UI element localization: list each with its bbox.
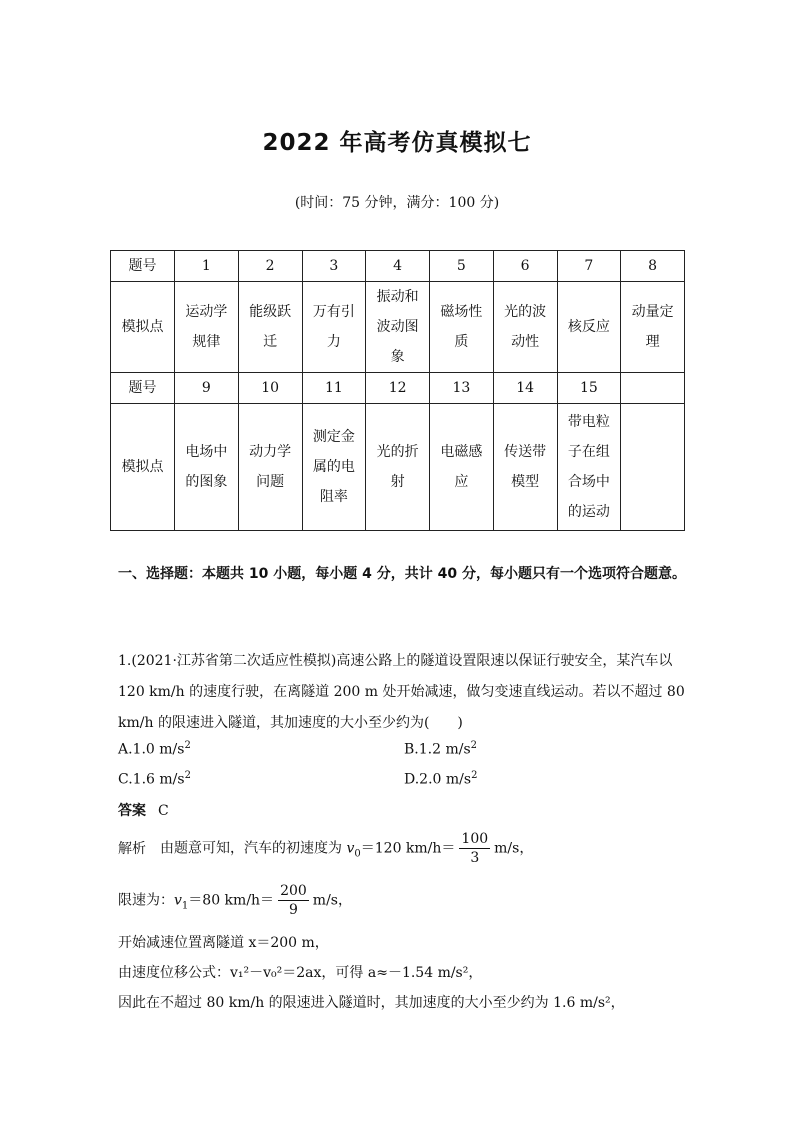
table-row xyxy=(111,251,685,282)
answer-label: 答案 xyxy=(118,803,146,819)
table-cell: 传送带模型 xyxy=(493,404,557,531)
table-cell: 5 xyxy=(430,251,494,282)
table-cell: 题号 xyxy=(111,251,175,282)
section-heading: 一、选择题：本题共 10 小题，每小题 4 分，共计 40 分，每小题只有一个选项符合题意。 xyxy=(118,566,686,582)
table-cell: 光的波动性 xyxy=(493,282,557,373)
answer-value: C xyxy=(158,803,169,819)
table-cell: 动力学问题 xyxy=(238,404,302,531)
table-cell: 磁场性质 xyxy=(430,282,494,373)
table-row xyxy=(111,404,685,531)
table-cell: 4 xyxy=(366,251,430,282)
option-a: A.1.0 $m/s^2$ xyxy=(118,740,191,758)
fraction: $\frac{100}{3}$ xyxy=(461,831,489,866)
table-cell: 运动学规律 xyxy=(175,282,239,373)
analysis-line-4: 由速度位移公式：v₁²－v₀²＝2ax，可得 a≈－1.54 m/s²， xyxy=(118,965,483,981)
table-cell: 光的折射 xyxy=(366,404,430,531)
table-cell: 模拟点 xyxy=(111,404,175,531)
fraction: $\frac{200}{9}$ xyxy=(280,883,307,918)
table-cell: 1 xyxy=(175,251,239,282)
analysis-label: 解析 xyxy=(118,840,146,857)
table-cell: 7 xyxy=(557,251,621,282)
page-title: 2022 年高考仿真模拟七 xyxy=(262,130,532,156)
table-cell: 15 xyxy=(557,373,621,404)
table-cell: 题号 xyxy=(111,373,175,404)
table-cell: 能级跃迁 xyxy=(238,282,302,373)
analysis-line-1: 解析 由题意可知，汽车的初速度为 $v_0=120$ km/h＝ $\frac{100}{3}$ m/s， xyxy=(118,831,534,866)
table-cell: 11 xyxy=(302,373,366,404)
table-cell xyxy=(621,373,685,404)
analysis-line-3: 开始减速位置离隧道 x＝200 m， xyxy=(118,935,329,951)
table-cell: 13 xyxy=(430,373,494,404)
table-row xyxy=(111,282,685,373)
option-d: D.2.0 $m/s^2$ xyxy=(404,770,478,788)
option-b: B.1.2 $m/s^2$ xyxy=(404,740,478,758)
table-cell: 12 xyxy=(366,373,430,404)
table-cell: 10 xyxy=(238,373,302,404)
table-row xyxy=(111,373,685,404)
option-c: C.1.6 $m/s^2$ xyxy=(118,770,191,788)
table-cell: 2 xyxy=(238,251,302,282)
table-cell: 动量定理 xyxy=(621,282,685,373)
table-cell: 14 xyxy=(493,373,557,404)
table-cell: 电磁感应 xyxy=(430,404,494,531)
table-cell: 万有引力 xyxy=(302,282,366,373)
table-cell xyxy=(621,404,685,531)
answer xyxy=(118,800,169,820)
analysis-line-5: 因此在不超过 80 km/h 的限速进入隧道时，其加速度的大小至少约为 1.6 m/s²， xyxy=(118,995,625,1011)
table-cell: 电场中的图象 xyxy=(175,404,239,531)
table-cell: 振动和波动图象 xyxy=(366,282,430,373)
table-cell: 测定金属的电阻率 xyxy=(302,404,366,531)
question-1-text: 1.(2021·江苏省第二次适应性模拟)高速公路上的隧道设置限速以保证行驶安全，某汽车以 120 km/h 的速度行驶，在离隧道 200 m 处开始减速，做匀变速直线运动。若以不超过 80 km/h 的限速进入隧道，其加速度的大小至少约为( ) xyxy=(118,653,685,731)
table-cell: 带电粒子在组合场中的运动 xyxy=(557,404,621,531)
table-cell: 8 xyxy=(621,251,685,282)
table-cell: 3 xyxy=(302,251,366,282)
analysis-line-2: 限速为：$v_1=80$ km/h＝ $\frac{200}{9}$ m/s， xyxy=(118,883,352,918)
table-cell: 6 xyxy=(493,251,557,282)
exam-time-score: (时间：75 分钟，满分：100 分) xyxy=(294,195,500,211)
table-cell: 9 xyxy=(175,373,239,404)
table-cell: 核反应 xyxy=(557,282,621,373)
topic-table xyxy=(110,250,685,531)
table-cell: 模拟点 xyxy=(111,282,175,373)
